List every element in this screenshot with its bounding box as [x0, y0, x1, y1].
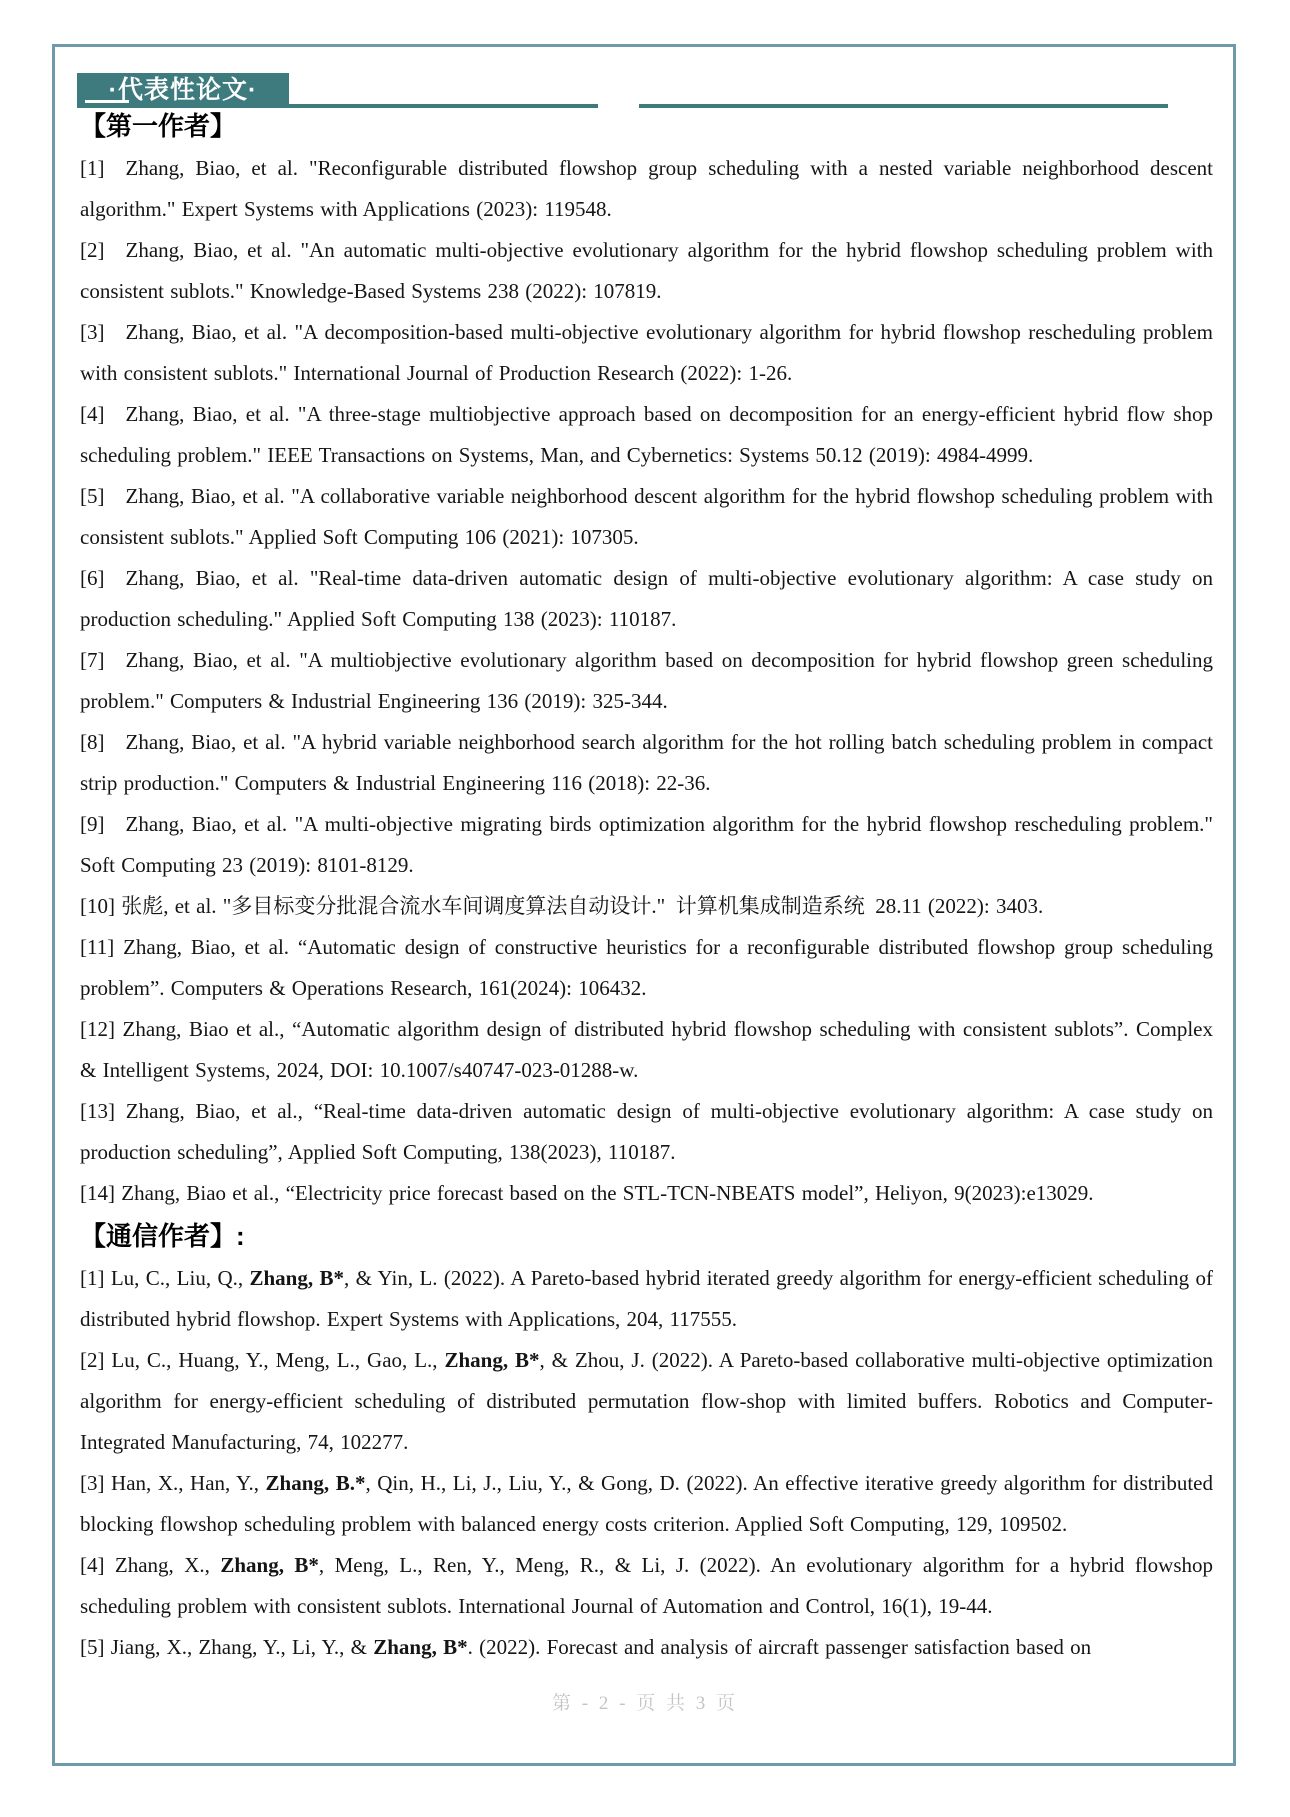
reference-text: [7] Zhang, Biao, et al. "A multiobjective evolutionary algorithm based on decomposition for hybrid flowshop green scheduling problem." Computers & Industrial Engineering 136 (2019): 325-344.: [80, 648, 1213, 713]
page-number-footer: 第 - 2 - 页 共 3 页: [552, 1693, 738, 1714]
heading-corresponding-author: 【通信作者】:: [80, 1221, 245, 1251]
reference-item: [80, 1173, 1213, 1214]
reference-text: [10] 张彪, et al. "多目标变分批混合流水车间调度算法自动设计." 计算机集成制造系统 28.11 (2022): 3403.: [80, 894, 1044, 918]
heading-first-author: 【第一作者】: [80, 111, 237, 141]
reference-text: , & Zhou, J. (2022). A Pareto-based collaborative multi-objective optimization algorithm for energy-efficient scheduling of distributed permutation flow-shop with limited buffers. Robotics and Computer-Integrated Manufacturing, 74, 102277.: [80, 1348, 1214, 1454]
reference-text: [5] Zhang, Biao, et al. "A collaborative variable neighborhood descent algorithm for the hybrid flowshop scheduling problem with consistent sublots." Applied Soft Computing 106 (2021): 107305.: [80, 484, 1213, 549]
reference-item: [80, 1463, 1213, 1545]
reference-item: [80, 1258, 1213, 1340]
corresponding-author-reference-list: [80, 1258, 1213, 1668]
reference-item: [80, 230, 1213, 312]
reference-text: [2] Zhang, Biao, et al. "An automatic multi-objective evolutionary algorithm for the hybrid flowshop scheduling problem with consistent sublots." Knowledge-Based Systems 238 (2022): 107819.: [80, 238, 1213, 303]
reference-item: [80, 1091, 1213, 1173]
section-title-badge: [77, 73, 289, 108]
reference-author-highlight: Zhang, B*: [444, 1348, 540, 1372]
reference-text: [3] Zhang, Biao, et al. "A decomposition-based multi-objective evolutionary algorithm for hybrid flowshop rescheduling problem with consistent sublots." International Journal of Production Research (2022): 1-26.: [80, 320, 1213, 385]
reference-text: [6] Zhang, Biao, et al. "Real-time data-driven automatic design of multi-objective evolutionary algorithm: A case study on production scheduling." Applied Soft Computing 138 (2023): 110187.: [80, 566, 1213, 631]
reference-item: [80, 476, 1213, 558]
reference-author-highlight: Zhang, B*: [249, 1266, 344, 1290]
reference-text: [1] Lu, C., Liu, Q.,: [80, 1266, 250, 1290]
reference-author-highlight: Zhang, B*: [220, 1553, 319, 1577]
reference-item: [80, 148, 1213, 230]
reference-text: [3] Han, X., Han, Y.,: [80, 1471, 266, 1495]
reference-text: , Meng, L., Ren, Y., Meng, R., & Li, J. (2022). An evolutionary algorithm for a hybrid flowshop scheduling problem with consistent sublots. International Journal of Automation and Control, 16(1), 19-44.: [80, 1553, 1213, 1618]
reference-item: [80, 1545, 1213, 1627]
reference-text: , & Yin, L. (2022). A Pareto-based hybrid iterated greedy algorithm for energy-efficient scheduling of distributed hybrid flowshop. Expert Systems with Applications, 204, 117555.: [80, 1266, 1213, 1331]
reference-text: [9] Zhang, Biao, et al. "A multi-objective migrating birds optimization algorithm for the hybrid flowshop rescheduling problem." Soft Computing 23 (2019): 8101-8129.: [80, 812, 1213, 877]
first-author-reference-list: [80, 148, 1213, 1214]
reference-author-highlight: Zhang, B.*: [265, 1471, 366, 1495]
reference-item: [80, 722, 1213, 804]
reference-text: , Qin, H., Li, J., Liu, Y., & Gong, D. (2022). An effective iterative greedy algorithm for distributed blocking flowshop scheduling problem with balanced energy costs criterion. Applied Soft Computing, 129, 109502.: [80, 1471, 1213, 1536]
reference-text: . (2022). Forecast and analysis of aircraft passenger satisfaction based on: [467, 1635, 1092, 1659]
reference-item: [80, 886, 1213, 927]
reference-text: [4] Zhang, Biao, et al. "A three-stage multiobjective approach based on decomposition for an energy-efficient hybrid flow shop scheduling problem." IEEE Transactions on Systems, Man, and Cybernetics: Systems 50.12 (2019): 4984-4999.: [80, 402, 1213, 467]
reference-item: [80, 1627, 1213, 1668]
reference-item: [80, 927, 1213, 1009]
reference-text: [5] Jiang, X., Zhang, Y., Li, Y., &: [80, 1635, 374, 1659]
reference-item: [80, 558, 1213, 640]
reference-author-highlight: Zhang, B*: [373, 1635, 468, 1659]
reference-text: [13] Zhang, Biao, et al., “Real-time data-driven automatic design of multi-objective evolutionary algorithm: A case study on production scheduling”, Applied Soft Computing, 138(2023), 110187.: [80, 1099, 1213, 1164]
reference-item: [80, 1009, 1213, 1091]
reference-content: [80, 104, 1213, 1668]
reference-item: [80, 1340, 1213, 1463]
reference-text: [11] Zhang, Biao, et al. “Automatic design of constructive heuristics for a reconfigurable distributed flowshop group scheduling problem”. Computers & Operations Research, 161(2024): 106432.: [80, 935, 1213, 1000]
reference-text: [12] Zhang, Biao et al., “Automatic algorithm design of distributed hybrid flowshop scheduling with consistent sublots”. Complex & Intelligent Systems, 2024, DOI: 10.1007/s40747-023-01288-w.: [80, 1017, 1213, 1082]
reference-text: [2] Lu, C., Huang, Y., Meng, L., Gao, L.,: [80, 1348, 445, 1372]
reference-item: [80, 312, 1213, 394]
reference-text: [1] Zhang, Biao, et al. "Reconfigurable distributed flowshop group scheduling with a nested variable neighborhood descent algorithm." Expert Systems with Applications (2023): 119548.: [80, 156, 1213, 221]
reference-item: [80, 804, 1213, 886]
reference-item: [80, 394, 1213, 476]
reference-text: [8] Zhang, Biao, et al. "A hybrid variable neighborhood search algorithm for the hot rolling batch scheduling problem in compact strip production." Computers & Industrial Engineering 116 (2018): 22-36.: [80, 730, 1213, 795]
reference-text: [4] Zhang, X.,: [80, 1553, 221, 1577]
badge-underline-decoration: [85, 100, 129, 103]
reference-text: [14] Zhang, Biao et al., “Electricity price forecast based on the STL-TCN-NBEATS model”, Heliyon, 9(2023):e13029.: [80, 1181, 1094, 1205]
badge-label: ·代表性论文·: [108, 76, 258, 104]
reference-item: [80, 640, 1213, 722]
